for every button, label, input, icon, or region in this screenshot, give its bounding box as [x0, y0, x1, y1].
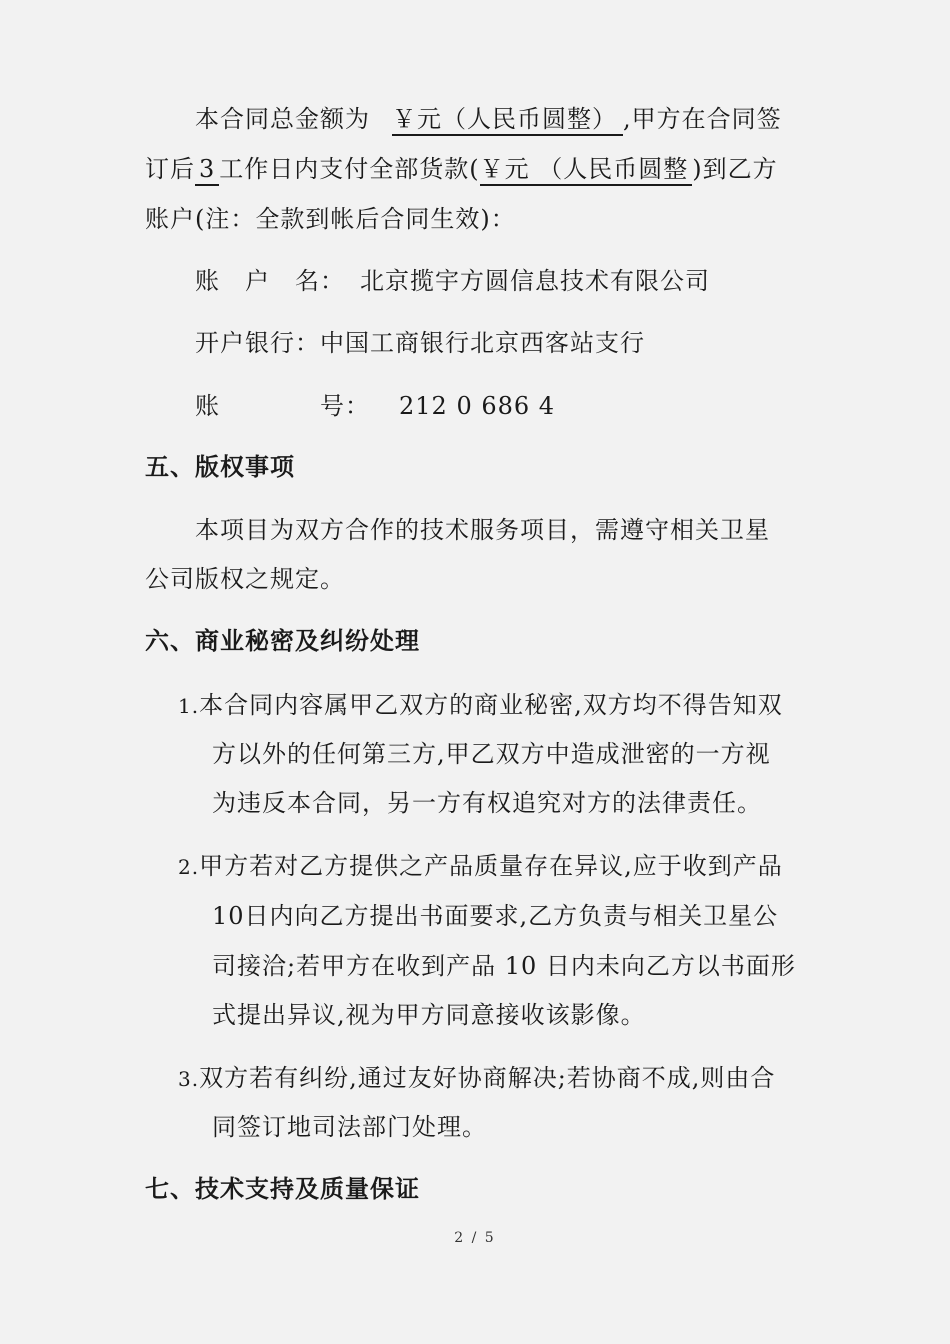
section-5-heading: 五、版权事项 [145, 452, 295, 481]
item-2-text: 甲方若对乙方提供之产品质量存在异议,应于收到产品 [199, 852, 783, 880]
full-amount-blank: ￥元 （人民币圆整 [480, 154, 693, 186]
section-5-line-1: 本项目为双方合作的技术服务项目，需遵守相关卫星 [195, 516, 770, 544]
section-6-item-1-line-2: 方以外的任何第三方,甲乙双方中造成泄密的一方视 [212, 740, 771, 768]
account-number-value: 212 0 686 4 [399, 392, 556, 420]
page-indicator: 2 / 5 [454, 1230, 496, 1246]
payment-suffix: ,甲方在合同签 [623, 105, 782, 133]
account-number-row [195, 391, 555, 421]
payment-l2-suffix: )到乙方 [692, 155, 778, 183]
section-6-item-3-line-2: 同签订地司法部门处理。 [212, 1113, 487, 1141]
days-blank: 3 [195, 154, 219, 186]
bank-label: 开户银行： [195, 329, 320, 357]
section-6-item-2-line-4: 式提出异议,视为甲方同意接收该影像。 [212, 1001, 646, 1029]
section-5-line-2: 公司版权之规定。 [145, 565, 345, 593]
payment-line-1 [195, 104, 782, 136]
payment-line-3: 账户(注：全款到帐后合同生效)： [145, 205, 516, 233]
section-6-item-2-line-3: 司接洽;若甲方在收到产品 10 日内未向乙方以书面形 [212, 952, 796, 980]
section-7-heading: 七、技术支持及质量保证 [145, 1174, 420, 1203]
bank-row [195, 328, 645, 358]
section-6-heading: 六、商业秘密及纠纷处理 [145, 626, 420, 655]
account-name-value: 北京揽宇方圆信息技术有限公司 [360, 267, 710, 295]
section-6-item-1-line-1 [178, 690, 783, 721]
bank-value: 中国工商银行北京西客站支行 [320, 329, 645, 357]
item-2-number: 2. [178, 855, 200, 879]
section-6-item-3-line-1 [178, 1063, 775, 1094]
item-3-text: 双方若有纠纷,通过友好协商解决;若协商不成,则由合 [199, 1064, 776, 1092]
payment-l2-prefix: 订后 [145, 155, 195, 183]
total-amount-blank: ￥元（人民币圆整） [392, 104, 623, 136]
item-3-number: 3. [178, 1067, 200, 1091]
section-6-item-2-line-2: 10日内向乙方提出书面要求,乙方负责与相关卫星公 [212, 902, 779, 930]
item-1-number: 1. [178, 694, 200, 718]
payment-prefix: 本合同总金额为 [195, 105, 370, 133]
payment-line-2 [145, 154, 778, 186]
item-1-text: 本合同内容属甲乙双方的商业秘密,双方均不得告知双 [199, 691, 783, 719]
section-6-item-2-line-1 [178, 851, 783, 882]
section-6-item-1-line-3: 为违反本合同，另一方有权追究对方的法律责任。 [212, 789, 762, 817]
account-name-label: 账 户 名： [195, 267, 345, 295]
payment-l2-mid: 工作日内支付全部货款( [219, 155, 480, 183]
account-name-row [195, 266, 710, 296]
account-number-label: 账 号： [195, 392, 370, 420]
